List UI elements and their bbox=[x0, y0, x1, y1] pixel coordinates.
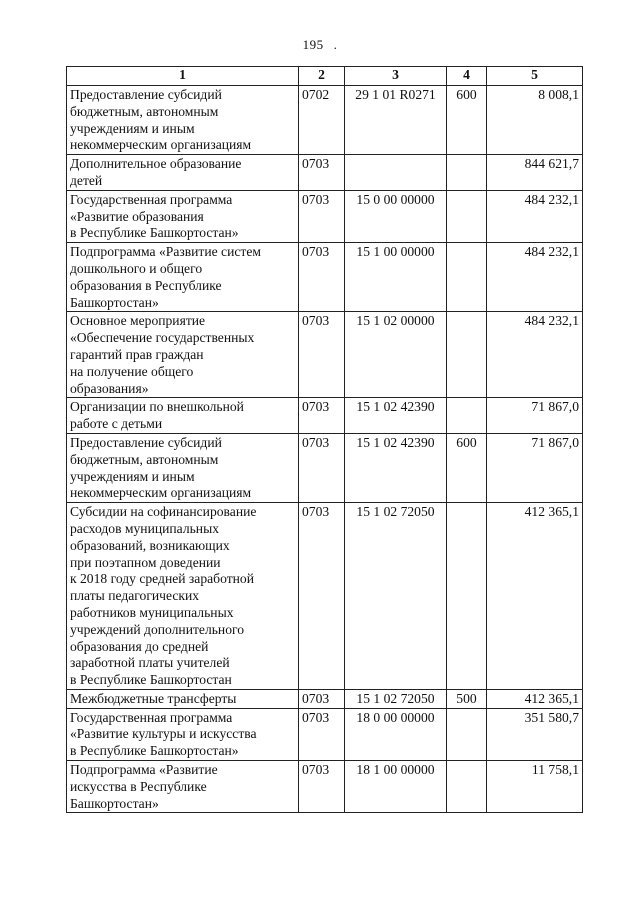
row-expense-type bbox=[447, 398, 487, 434]
table-row bbox=[67, 312, 583, 398]
table-row bbox=[67, 155, 583, 191]
row-name: Организации по внешкольной работе с детьми bbox=[67, 398, 299, 434]
row-expense-type bbox=[447, 761, 487, 813]
row-expense-type: 600 bbox=[447, 433, 487, 502]
table-row bbox=[67, 433, 583, 502]
table-row bbox=[67, 398, 583, 434]
header-col-5: 5 bbox=[487, 67, 583, 86]
row-section-code: 0703 bbox=[299, 243, 345, 312]
row-amount: 844 621,7 bbox=[487, 155, 583, 191]
table-row bbox=[67, 86, 583, 155]
row-expense-type bbox=[447, 243, 487, 312]
row-expense-type: 500 bbox=[447, 689, 487, 708]
row-target-code: 15 1 02 42390 bbox=[345, 433, 447, 502]
row-target-code: 15 1 02 42390 bbox=[345, 398, 447, 434]
row-amount: 11 758,1 bbox=[487, 761, 583, 813]
row-target-code: 15 0 00 00000 bbox=[345, 190, 447, 242]
row-amount: 71 867,0 bbox=[487, 433, 583, 502]
row-section-code: 0703 bbox=[299, 398, 345, 434]
table-row bbox=[67, 761, 583, 813]
table-body bbox=[67, 86, 583, 813]
row-target-code: 15 1 00 00000 bbox=[345, 243, 447, 312]
row-amount: 412 365,1 bbox=[487, 689, 583, 708]
row-target-code: 18 0 00 00000 bbox=[345, 708, 447, 760]
header-row bbox=[67, 67, 583, 86]
row-section-code: 0703 bbox=[299, 312, 345, 398]
row-name: Подпрограмма «Развитие искусства в Республике Башкортостан» bbox=[67, 761, 299, 813]
table-header bbox=[67, 67, 583, 86]
table-row bbox=[67, 503, 583, 690]
row-section-code: 0703 bbox=[299, 689, 345, 708]
row-section-code: 0703 bbox=[299, 433, 345, 502]
row-section-code: 0703 bbox=[299, 761, 345, 813]
row-name: Дополнительное образование детей bbox=[67, 155, 299, 191]
row-amount: 412 365,1 bbox=[487, 503, 583, 690]
table-row bbox=[67, 689, 583, 708]
row-name: Субсидии на софинансирование расходов муниципальных образований, возникающих при поэтапном доведении к 2018 году средней заработной платы педагогических работников муниципальных учреждений дополнительного образования до средней заработной платы учителей в Республике Башкортостан bbox=[67, 503, 299, 690]
row-name: Подпрограмма «Развитие систем дошкольного и общего образования в Республике Башкортостан» bbox=[67, 243, 299, 312]
budget-table bbox=[66, 66, 583, 813]
page-number-value: 195 bbox=[302, 37, 324, 52]
table-row bbox=[67, 190, 583, 242]
row-name: Основное мероприятие «Обеспечение государственных гарантий прав граждан на получение общего образования» bbox=[67, 312, 299, 398]
row-amount: 484 232,1 bbox=[487, 190, 583, 242]
row-amount: 351 580,7 bbox=[487, 708, 583, 760]
row-expense-type: 600 bbox=[447, 86, 487, 155]
row-section-code: 0703 bbox=[299, 503, 345, 690]
row-expense-type bbox=[447, 312, 487, 398]
row-target-code: 18 1 00 00000 bbox=[345, 761, 447, 813]
row-target-code: 15 1 02 72050 bbox=[345, 503, 447, 690]
row-target-code bbox=[345, 155, 447, 191]
row-amount: 71 867,0 bbox=[487, 398, 583, 434]
row-name: Государственная программа «Развитие образования в Республике Башкортостан» bbox=[67, 190, 299, 242]
row-section-code: 0702 bbox=[299, 86, 345, 155]
row-target-code: 15 1 02 00000 bbox=[345, 312, 447, 398]
row-target-code: 29 1 01 R0271 bbox=[345, 86, 447, 155]
row-expense-type bbox=[447, 190, 487, 242]
row-expense-type bbox=[447, 708, 487, 760]
table-row bbox=[67, 243, 583, 312]
table-row bbox=[67, 708, 583, 760]
row-name: Межбюджетные трансферты bbox=[67, 689, 299, 708]
header-col-1: 1 bbox=[67, 67, 299, 86]
row-amount: 484 232,1 bbox=[487, 312, 583, 398]
row-amount: 8 008,1 bbox=[487, 86, 583, 155]
row-section-code: 0703 bbox=[299, 708, 345, 760]
row-amount: 484 232,1 bbox=[487, 243, 583, 312]
row-target-code: 15 1 02 72050 bbox=[345, 689, 447, 708]
header-col-3: 3 bbox=[345, 67, 447, 86]
row-section-code: 0703 bbox=[299, 190, 345, 242]
header-col-2: 2 bbox=[299, 67, 345, 86]
row-name: Предоставление субсидий бюджетным, автономным учреждениям и иным некоммерческим организациям bbox=[67, 433, 299, 502]
row-name: Государственная программа «Развитие культуры и искусства в Республике Башкортостан» bbox=[67, 708, 299, 760]
row-expense-type bbox=[447, 155, 487, 191]
page-number bbox=[0, 37, 640, 53]
header-col-4: 4 bbox=[447, 67, 487, 86]
row-name: Предоставление субсидий бюджетным, автономным учреждениям и иным некоммерческим организациям bbox=[67, 86, 299, 155]
row-expense-type bbox=[447, 503, 487, 690]
row-section-code: 0703 bbox=[299, 155, 345, 191]
page-mark: . bbox=[333, 37, 338, 52]
